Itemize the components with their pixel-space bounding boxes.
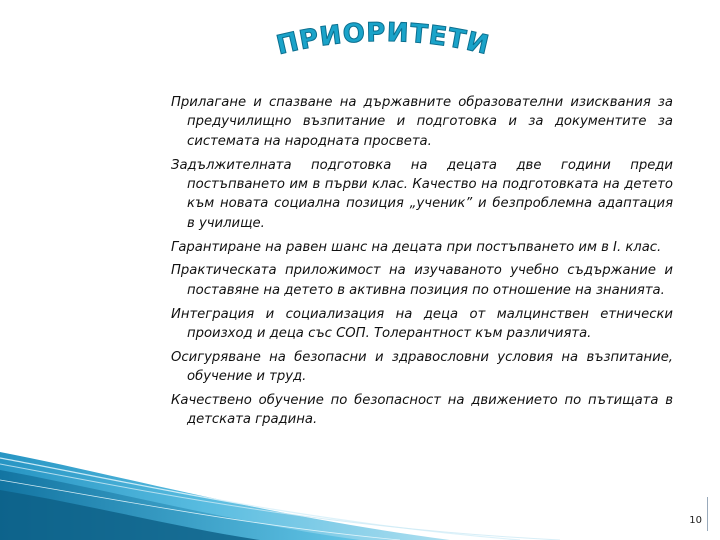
decorative-wave	[0, 430, 720, 540]
page-number: 10	[689, 515, 702, 526]
title-text: ПРИОРИТЕТИ	[273, 17, 493, 62]
priority-item: Интеграция и социализация на деца от малцинствен етнически произход и деца със СОП. Толерантност към различията.	[171, 306, 673, 342]
page-title	[268, 16, 498, 64]
priority-item: Задължителната подготовка на децата две години преди постъпването им в първи клас. Качество на подготовката на детето към новата социална позиция „ученик” и безпроблемна адаптация в училище.	[171, 157, 673, 231]
priority-item: Практическата приложимост на изучаваното учебно съдържание и поставяне на детето в активна позиция по отношение на знанията.	[171, 263, 673, 298]
page-divider	[707, 497, 708, 531]
priority-item: Прилагане и спазване на държавните образователни изисквания за предучилищно възпитание и подготовка и за документите за системата на народната просвета.	[171, 95, 673, 149]
priority-item: Гарантиране на равен шанс на децата при постъпването им в I. клас.	[171, 239, 662, 255]
priorities-list	[171, 93, 673, 434]
priority-item: Осигуряване на безопасни и здравословни условия на възпитание, обучение и труд.	[171, 349, 673, 385]
priority-item: Качествено обучение по безопасност на движението по пътищата в детската градина.	[171, 393, 673, 428]
svg-text:ПРИОРИТЕТИ	[274, 18, 493, 61]
